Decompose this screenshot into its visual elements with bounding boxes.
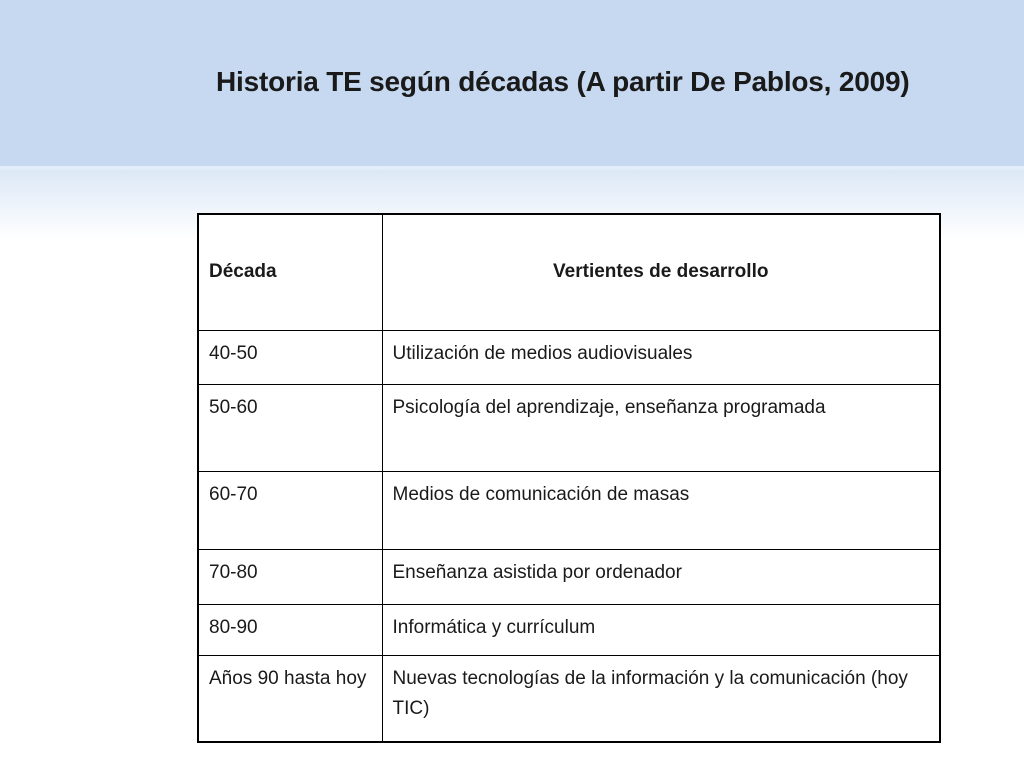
development-cell: Enseñanza asistida por ordenador xyxy=(382,549,939,604)
decade-cell: 50-60 xyxy=(199,384,382,471)
table-row xyxy=(199,330,939,384)
development-cell: Nuevas tecnologías de la información y la comunicación (hoy TIC) xyxy=(382,655,939,741)
decades-table xyxy=(199,215,939,741)
table-row xyxy=(199,471,939,549)
table-row xyxy=(199,549,939,604)
decade-cell: 80-90 xyxy=(199,604,382,655)
decade-cell: 40-50 xyxy=(199,330,382,384)
development-cell: Utilización de medios audiovisuales xyxy=(382,330,939,384)
slide-title: Historia TE según décadas (A partir De Pablos, 2009) xyxy=(216,66,910,97)
decade-cell: Años 90 hasta hoy xyxy=(199,655,382,741)
table-row xyxy=(199,604,939,655)
development-cell: Psicología del aprendizaje, enseñanza programada xyxy=(382,384,939,471)
decade-cell: 70-80 xyxy=(199,549,382,604)
development-cell: Informática y currículum xyxy=(382,604,939,655)
table-row xyxy=(199,655,939,741)
development-cell: Medios de comunicación de masas xyxy=(382,471,939,549)
header-decade: Década xyxy=(199,215,382,330)
decades-table-frame xyxy=(197,213,941,743)
table-header-row xyxy=(199,215,939,330)
decade-cell: 60-70 xyxy=(199,471,382,549)
header-development: Vertientes de desarrollo xyxy=(382,215,939,330)
table-row xyxy=(199,384,939,471)
